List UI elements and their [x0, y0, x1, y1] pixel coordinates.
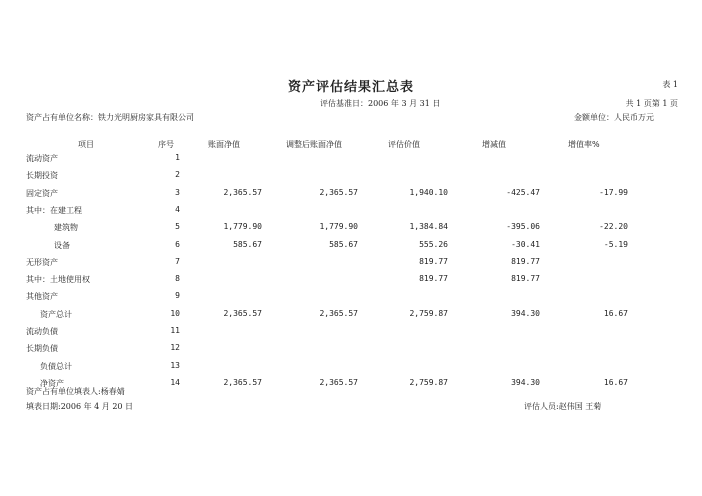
row-item-name: 资产总计: [40, 309, 72, 319]
row-item-name: 流动资产: [26, 154, 58, 163]
row-item-name: 长期投资: [26, 171, 58, 181]
row-item-name: 固定资产: [26, 188, 58, 198]
row-change-rate: -17.99: [599, 187, 628, 197]
base-date: 评估基准日：2006 年 3 月 31 日: [320, 99, 441, 108]
row-adjusted-book-value: 1,779.90: [319, 222, 358, 232]
table-row: [0, 305, 702, 321]
row-change-rate: 16.67: [603, 308, 628, 318]
row-change-rate: -5.19: [603, 239, 628, 249]
row-item-name: 无形资产: [26, 257, 58, 267]
col-seq: 序号: [158, 140, 174, 149]
row-change: -395.06: [506, 222, 540, 232]
row-seq: 11: [170, 326, 180, 335]
row-adjusted-book-value: 2,365.57: [319, 308, 358, 318]
table-row: [0, 253, 702, 269]
row-seq: 8: [175, 274, 180, 284]
row-seq: 4: [175, 204, 180, 214]
table-row: [0, 270, 702, 286]
row-book-value: 2,365.57: [223, 308, 262, 318]
table-row: [0, 322, 702, 338]
col-assessed-value: 评估价值: [388, 140, 420, 149]
col-item: 项目: [78, 140, 94, 149]
row-seq: 7: [175, 256, 180, 266]
row-assessed-value: 819.77: [419, 256, 448, 266]
table-row: [0, 184, 702, 200]
row-seq: 14: [170, 377, 180, 387]
amount-unit: 金额单位：人民币万元: [574, 113, 654, 122]
table-row: [0, 218, 702, 234]
row-assessed-value: 2,759.87: [409, 308, 448, 318]
row-item-name: 长期负债: [26, 344, 58, 354]
row-assessed-value: 555.26: [419, 239, 448, 249]
assessors: 评估人员:赵伟国 王菊: [524, 402, 602, 411]
row-change: 394.30: [511, 308, 540, 318]
row-seq: 2: [175, 170, 180, 180]
row-adjusted-book-value: 2,365.57: [319, 377, 358, 387]
row-item-name: 净资产: [40, 378, 64, 388]
row-change-rate: 16.67: [603, 377, 628, 387]
row-book-value: 1,779.90: [223, 222, 262, 232]
row-change-rate: -22.20: [599, 222, 628, 232]
row-seq: 1: [175, 153, 180, 162]
row-seq: 12: [170, 343, 180, 353]
table-row: [0, 201, 702, 217]
col-book-value: 账面净值: [208, 140, 240, 149]
row-item-name: 设备: [54, 240, 70, 250]
row-assessed-value: 1,384.84: [409, 222, 448, 232]
fill-date: 填表日期:2006 年 4 月 20 日: [26, 402, 134, 411]
row-item-name: 流动负债: [26, 327, 58, 336]
table-row: [0, 166, 702, 182]
page-info: 共 1 页第 1 页: [625, 99, 678, 108]
row-change: -425.47: [506, 187, 540, 197]
table-row: [0, 287, 702, 303]
col-change: 增减值: [482, 140, 506, 149]
report-title: 资产评估结果汇总表: [287, 80, 414, 95]
form-filler: 资产占有单位填表人:杨春婧: [26, 387, 125, 396]
table-row: [0, 339, 702, 355]
table-row: [0, 236, 702, 252]
row-seq: 3: [175, 187, 180, 197]
row-change: 819.77: [511, 274, 540, 284]
table-row: [0, 357, 702, 373]
row-item-name: 负债总计: [40, 361, 72, 371]
row-change: 819.77: [511, 256, 540, 266]
row-item-name: 其他资产: [26, 292, 58, 302]
row-assessed-value: 819.77: [419, 274, 448, 284]
row-item-name: 建筑物: [54, 223, 78, 233]
col-change-rate: 增值率%: [568, 140, 600, 149]
table-number: 表 1: [662, 80, 678, 89]
row-book-value: 2,365.57: [223, 377, 262, 387]
row-adjusted-book-value: 585.67: [329, 239, 358, 249]
row-assessed-value: 2,759.87: [409, 377, 448, 387]
row-assessed-value: 1,940.10: [409, 187, 448, 197]
row-adjusted-book-value: 2,365.57: [319, 187, 358, 197]
row-item-name: 其中：在建工程: [26, 205, 82, 215]
table-row: [0, 149, 702, 165]
row-item-name: 其中：土地使用权: [26, 275, 90, 285]
row-seq: 13: [170, 360, 180, 370]
row-seq: 10: [170, 308, 180, 318]
col-adjusted-book-value: 调整后账面净值: [286, 140, 342, 149]
row-change: 394.30: [511, 377, 540, 387]
row-book-value: 585.67: [233, 239, 262, 249]
row-book-value: 2,365.57: [223, 187, 262, 197]
row-seq: 6: [175, 239, 180, 249]
row-change: -30.41: [511, 239, 540, 249]
row-seq: 9: [175, 291, 180, 301]
owner-name: 资产占有单位名称：铁力光明厨房家具有限公司: [26, 113, 194, 122]
row-seq: 5: [175, 222, 180, 232]
